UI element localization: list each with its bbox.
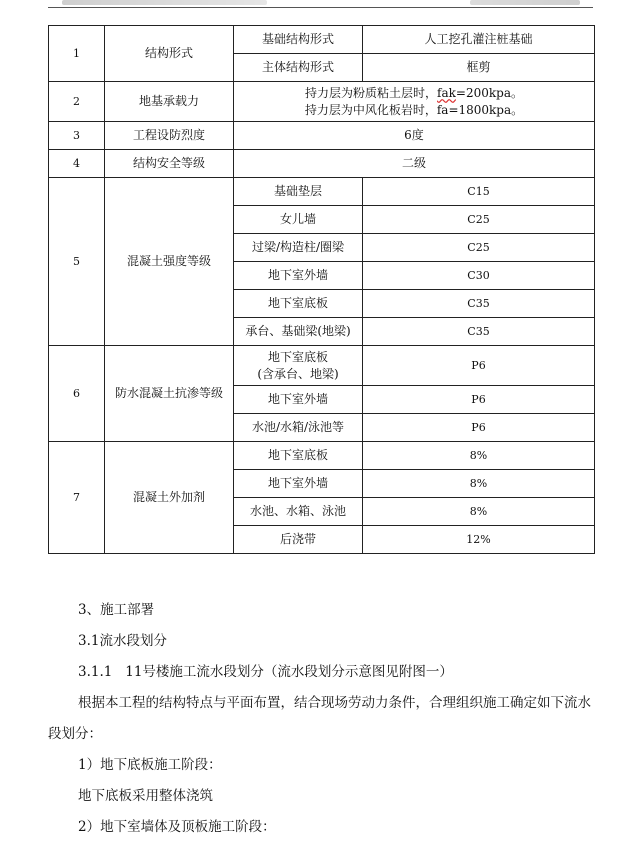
sub-item: 地下室外墙: [234, 262, 363, 290]
sub-value: P6: [363, 346, 595, 386]
sub-value: C25: [363, 206, 595, 234]
sub-value: 人工挖孔灌注桩基础: [363, 26, 595, 54]
bearing-capacity-text: [234, 82, 595, 122]
sub-value: 8%: [363, 498, 595, 526]
sub-value: P6: [363, 414, 595, 442]
header-left-text-cut: [62, 0, 267, 5]
bearing-line-2: 持力层为中风化板岩时，fa=1800kpa。: [304, 102, 524, 117]
sub-subsection-heading: 3.1.1 11号楼施工流水段划分（流水段划分示意图见附图一）: [78, 664, 453, 680]
item-value: 6度: [234, 122, 595, 150]
row-number: 1: [49, 26, 105, 82]
table-row: [49, 122, 595, 150]
sub-value: C30: [363, 262, 595, 290]
sub-item-line-1: 地下室底板: [267, 349, 328, 364]
row-number: 7: [49, 442, 105, 554]
sub-item: 后浇带: [234, 526, 363, 554]
row-number: 6: [49, 346, 105, 442]
sub-item: 基础垫层: [234, 178, 363, 206]
sub-value: 8%: [363, 470, 595, 498]
sub-value: C25: [363, 234, 595, 262]
list-item: 2）地下室墙体及顶板施工阶段：: [78, 819, 276, 835]
sub-value: 12%: [363, 526, 595, 554]
table-row: [49, 26, 595, 54]
document-body: [48, 595, 593, 843]
sub-item: 基础结构形式: [234, 26, 363, 54]
table-row: [49, 346, 595, 386]
bearing-line-1: 持力层为粉质粘土层时，fak=200kpa。: [305, 85, 523, 100]
sub-item: 过梁/构造柱/圈梁: [234, 234, 363, 262]
sub-value: C35: [363, 290, 595, 318]
item-name: 混凝土强度等级: [105, 178, 234, 346]
sub-item: 主体结构形式: [234, 54, 363, 82]
list-item: 1）地下底板施工阶段：: [78, 757, 222, 773]
sub-value: P6: [363, 386, 595, 414]
paragraph: 根据本工程的结构特点与平面布置，结合现场劳动力条件，合理组织施工确定如下流水段划分：: [48, 695, 591, 742]
row-number: 4: [49, 150, 105, 178]
header-rule: [48, 7, 593, 8]
section-heading: 3、施工部署: [78, 602, 155, 618]
structure-spec-table: [48, 25, 595, 554]
row-number: 3: [49, 122, 105, 150]
table-row: [49, 150, 595, 178]
sub-item: 女儿墙: [234, 206, 363, 234]
sub-item: 地下室外墙: [234, 386, 363, 414]
subsection-heading: 3.1流水段划分: [78, 633, 167, 649]
item-name: 混凝土外加剂: [105, 442, 234, 554]
item-name: 结构形式: [105, 26, 234, 82]
sub-value: 8%: [363, 442, 595, 470]
sub-value: 框剪: [363, 54, 595, 82]
item-name: 工程设防烈度: [105, 122, 234, 150]
row-number: 5: [49, 178, 105, 346]
sub-value: C35: [363, 318, 595, 346]
table-row: [49, 442, 595, 470]
sub-item-line-2: (含承台、地梁): [257, 366, 339, 381]
sub-item: 地下室底板: [234, 442, 363, 470]
sub-item: 地下室外墙: [234, 470, 363, 498]
sub-item: 水池、水箱、泳池: [234, 498, 363, 526]
table-row: [49, 82, 595, 122]
row-number: 2: [49, 82, 105, 122]
item-name: 防水混凝土抗渗等级: [105, 346, 234, 442]
item-value: 二级: [234, 150, 595, 178]
sub-item: 承台、基础梁(地梁): [234, 318, 363, 346]
header-right-text-cut: [470, 0, 580, 5]
item-name: 地基承载力: [105, 82, 234, 122]
sub-item: 地下室底板: [234, 290, 363, 318]
table-row: [49, 178, 595, 206]
sub-item: 水池/水箱/泳池等: [234, 414, 363, 442]
sub-item: [234, 346, 363, 386]
sub-value: C15: [363, 178, 595, 206]
list-item-text: 地下底板采用整体浇筑: [78, 788, 213, 804]
item-name: 结构安全等级: [105, 150, 234, 178]
